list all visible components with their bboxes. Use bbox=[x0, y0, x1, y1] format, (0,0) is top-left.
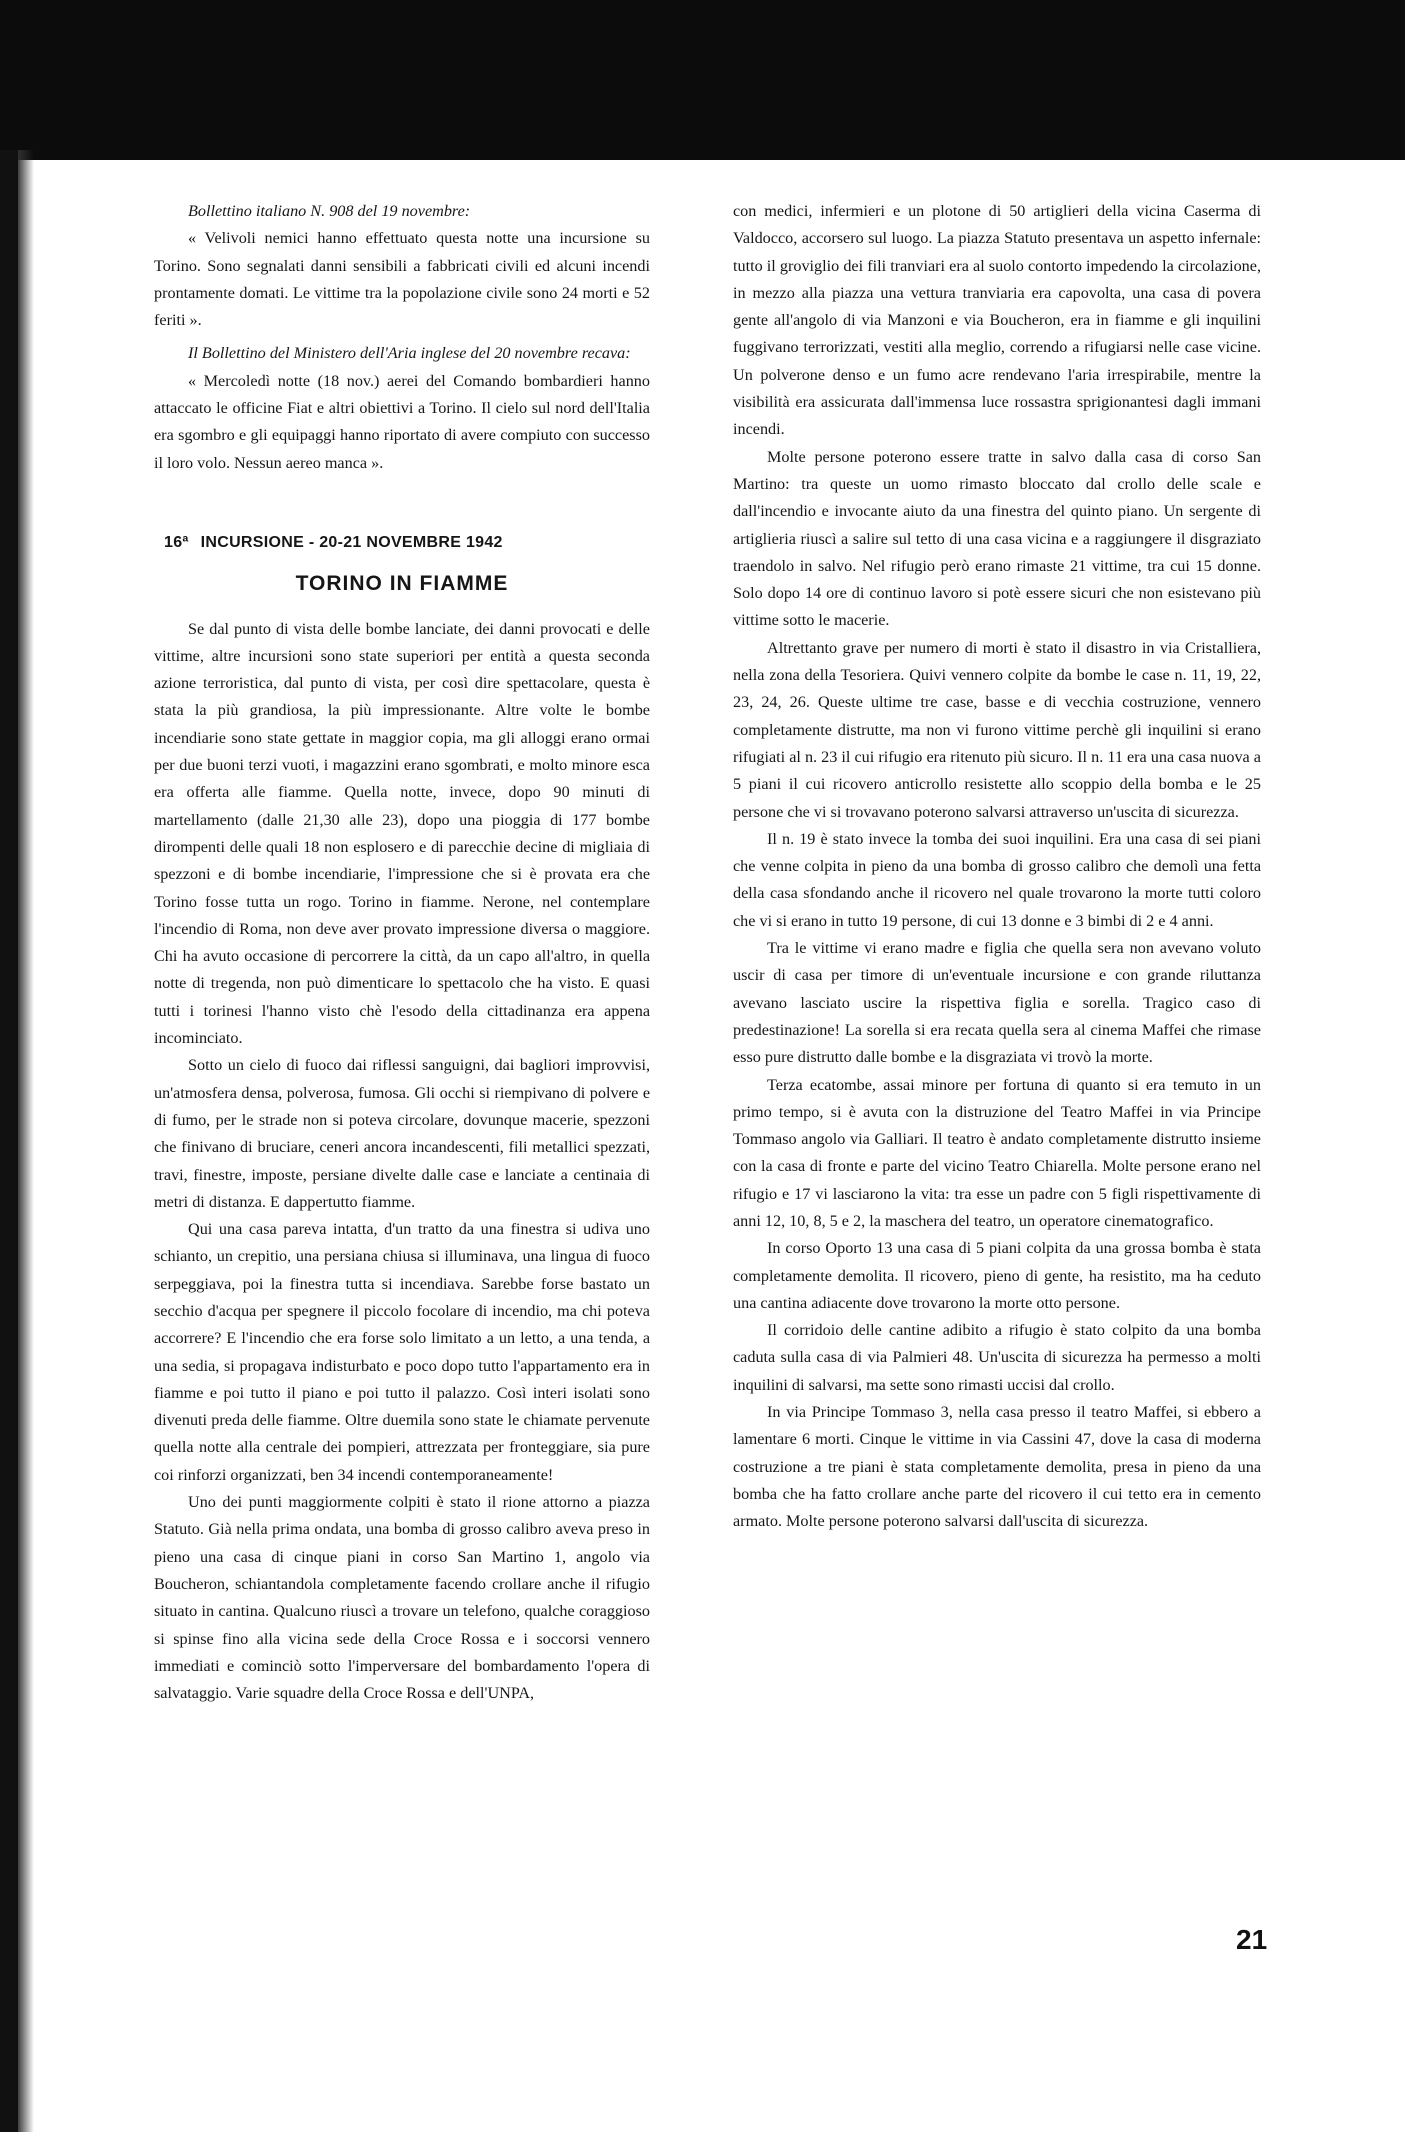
section-number: 16ª bbox=[164, 533, 189, 551]
paragraph: Uno dei punti maggiormente colpiti è stato il rione attorno a piazza Statuto. Già nella prima ondata, una bomba di grosso calibro aveva preso in pieno una casa di cinque piani in corso San Martino 1, angolo via Boucheron, schiantandola completamente facendo crollare anche il rifugio situato in cantina. Qualcuno riuscì a trovare un telefono, qualche coraggioso si spinse fino alla vicina sede della Croce Rossa e i soccorsi vennero immediati e cominciò sotto l'imperversare del bombardamento l'opera di salvataggio. Varie squadre della Croce Rossa e dell'UNPA, bbox=[154, 1493, 650, 1703]
paragraph: Sotto un cielo di fuoco dai riflessi sanguigni, dai bagliori improvvisi, un'atmosfera densa, polverosa, fumosa. Gli occhi si riempivano di polvere e di fumo, per le strade non si poteva circolare, dovunque macerie, spezzoni che finivano di bruciare, ceneri ancora incandescenti, fili metallici spezzati, travi, finestre, imposte, persiane divelte dalle case e lanciate a centinaia di metri di distanza. E dappertutto fiamme. bbox=[154, 1056, 650, 1211]
paragraph: Se dal punto di vista delle bombe lanciate, dei danni provocati e delle vittime, altre incursioni sono state superiori per entità a questa seconda azione terroristica, dal punto di vista, per così dire spettacolare, questa è stata la più grandiosa, la più impressionante. Altre volte le bombe incendiarie sono state gettate in maggior copia, ma gli alloggi erano ormai per due buoni terzi vuoti, i magazzini erano sgombrati, e molto minore esca era offerta alle fiamme. Quella notte, invece, dopo 90 minuti di martellamento (dalle 21,30 alle 23), dopo una pioggia di 177 bombe dirompenti delle quali 18 non esplosero e di parecchie decine di migliaia di spezzoni e di bombe incendiarie, l'impressione che si è provata era che Torino fosse tutta un rogo. Torino in fiamme. Nerone, nel contemplare l'incendio di Roma, non deve aver provato impressione diversa o maggiore. Chi ha avuto occasione di percorrere la città, da un capo all'altro, in quella notte di tregenda, non può dimenticare lo spettacolo che ha visto. E quasi tutti i torinesi l'hanno visto chè l'esodo della cittadinanza era appena incominciato. bbox=[154, 619, 650, 1048]
bulletin-source-italian: Bollettino italiano N. 908 del 19 novembre: bbox=[188, 202, 471, 220]
section-heading bbox=[154, 529, 650, 556]
paragraph: In corso Oporto 13 una casa di 5 piani colpita da una grossa bomba è stata completamente demolita. Il ricovero, pieno di gente, ha resistito, ma ha ceduto una cantina adiacente dove trovarono la morte otto persone. bbox=[733, 1239, 1261, 1312]
paragraph: Molte persone poterono essere tratte in salvo dalla casa di corso San Martino: tra queste un uomo rimasto bloccato dal crollo delle scale e dall'incendio e invocante aiuto da una finestra del quinto piano. Un sergente di artiglieria riuscì a salire sul tetto di una casa vicina e a raggiungere il disgraziato traendolo in salvo. Nel rifugio però erano rimaste 21 vittime, tra cui 15 donne. Solo dopo 14 ore di continuo lavoro si potè essere sicuri che non esistevano più vittime sotto le macerie. bbox=[733, 447, 1261, 630]
scan-top-border bbox=[0, 0, 1405, 160]
right-column bbox=[733, 198, 1261, 1536]
paragraph: Il n. 19 è stato invece la tomba dei suoi inquilini. Era una casa di sei piani che venne colpita in pieno da una bomba di grosso calibro che demolì una fetta della casa sfondando anche il ricovero nel quale trovarono la morte tutti coloro che vi si erano in tutto 19 persone, di cui 13 donne e 3 bimbi di 2 e 4 anni. bbox=[733, 829, 1261, 930]
paragraph: In via Principe Tommaso 3, nella casa presso il teatro Maffei, si ebbero a lamentare 6 morti. Cinque le vittime in via Cassini 47, dove la casa di moderna costruzione a tre piani è stata completamente demolita, presa in pieno da una bomba che ha fatto crollare anche parte del ricovero il cui tetto era in cemento armato. Molte persone poterono salvarsi dall'uscita di sicurezza. bbox=[733, 1403, 1261, 1531]
paragraph: Tra le vittime vi erano madre e figlia che quella sera non avevano voluto uscir di casa per timore di un'eventuale incursione e con grande riluttanza avevano lasciato uscire la rispettiva figlia e sorella. Tragico caso di predestinazione! La sorella si era recata quella sera al cinema Maffei che rimase esso pure distrutto dalle bombe e la disgraziata vi trovò la morte. bbox=[733, 939, 1261, 1067]
bulletin-quote-british: « Mercoledì notte (18 nov.) aerei del Comando bombardieri hanno attaccato le officine Fiat e altri obiettivi a Torino. Il cielo sul nord dell'Italia era sgombro e gli equipaggi hanno riportato di avere compiuto con successo il loro volo. Nessun aereo manca ». bbox=[154, 371, 650, 472]
scan-left-border bbox=[0, 150, 18, 2132]
paragraph: Il corridoio delle cantine adibito a rifugio è stato colpito da una bomba caduta sulla casa di via Palmieri 48. Un'uscita di sicurezza ha permesso a molti inquilini di salvarsi, ma sette sono rimasti uccisi dal crollo. bbox=[733, 1321, 1261, 1394]
section-title: TORINO IN FIAMME bbox=[295, 572, 509, 596]
page-number: 21 bbox=[1236, 1924, 1268, 1955]
bulletin-quote-italian: « Velivoli nemici hanno effettuato questa notte una incursione su Torino. Sono segnalati danni sensibili a fabbricati civili ed alcuni incendi prontamente domati. Le vittime tra la popolazione civile sono 24 morti e 52 feriti ». bbox=[154, 229, 650, 330]
paragraph: con medici, infermieri e un plotone di 50 artiglieri della vicina Caserma di Valdocco, accorsero sul luogo. La piazza Statuto presentava un aspetto infernale: tutto il groviglio dei fili tranviari era al suolo contorto impedendo la circolazione, in mezzo alla piazza una vettura tranviaria era capovolta, una casa di povera gente all'angolo di via Manzoni e via Boucheron, era in fiamme e gli inquilini fuggivano terrorizzati, vestiti alla meglio, correndo a rifugiarsi nelle case vicine. Un polverone denso e un fumo acre rendevano l'aria irrespirabile, mentre la visibilità era assicurata dall'immensa luce rossastra sprigionantesi dagli immani incendi. bbox=[733, 202, 1261, 439]
paragraph: Terza ecatombe, assai minore per fortuna di quanto si era temuto in un primo tempo, si è avuta con la distruzione del Teatro Maffei in via Principe Tommaso angolo via Galliari. Il teatro è andato completamente distrutto insieme con la casa di fronte e parte del vicino Teatro Chiarella. Molte persone erano nel rifugio e 17 vi lasciarono la vita: tra esse un padre con 5 figli rispettivamente di anni 12, 10, 8, 5 e 2, la maschera del teatro, un operatore cinematografico. bbox=[733, 1075, 1261, 1230]
section-label: INCURSIONE - 20-21 NOVEMBRE 1942 bbox=[200, 533, 503, 551]
bulletin-source-british: Il Bollettino del Ministero dell'Aria inglese del 20 novembre recava: bbox=[188, 344, 631, 363]
left-column bbox=[154, 198, 650, 1707]
paragraph: Altrettanto grave per numero di morti è stato il disastro in via Cristalliera, nella zona della Tesoriera. Quivi vennero colpite da bombe le case n. 11, 19, 22, 23, 24, 26. Queste ultime tre case, basse e di vecchia costruzione, vennero completamente distrutte, ma non vi furono vittime perchè gli inquilini si erano rifugiati al n. 23 il cui rifugio era ritenuto più sicuro. Il n. 11 era una casa nuova a 5 piani il cui ricovero anticrollo resistette allo scoppio della bomba e le 25 persone che vi si trovavano poterono salvarsi attraverso un'uscita di sicurezza. bbox=[733, 638, 1261, 821]
paragraph: Qui una casa pareva intatta, d'un tratto da una finestra si udiva uno schianto, un crepitio, una persiana chiusa si illuminava, una lingua di fuoco serpeggiava, poi la finestra tutta si incendiava. Sarebbe forse bastato un secchio d'acqua per spegnere il piccolo focolare di incendio, ma chi poteva accorrere? E l'incendio che era forse solo limitato a un letto, a una tenda, a una sedia, si propagava indisturbato e poco dopo tutto l'appartamento era in fiamme e poi tutto il piano e poi tutto il palazzo. Così interi isolati sono divenuti preda delle fiamme. Oltre duemila sono state le chiamate pervenute quella notte alla centrale dei pompieri, attrezzata per fronteggiare, sia pure coi rinforzi organizzati, ben 34 incendi contemporaneamente! bbox=[154, 1220, 650, 1484]
